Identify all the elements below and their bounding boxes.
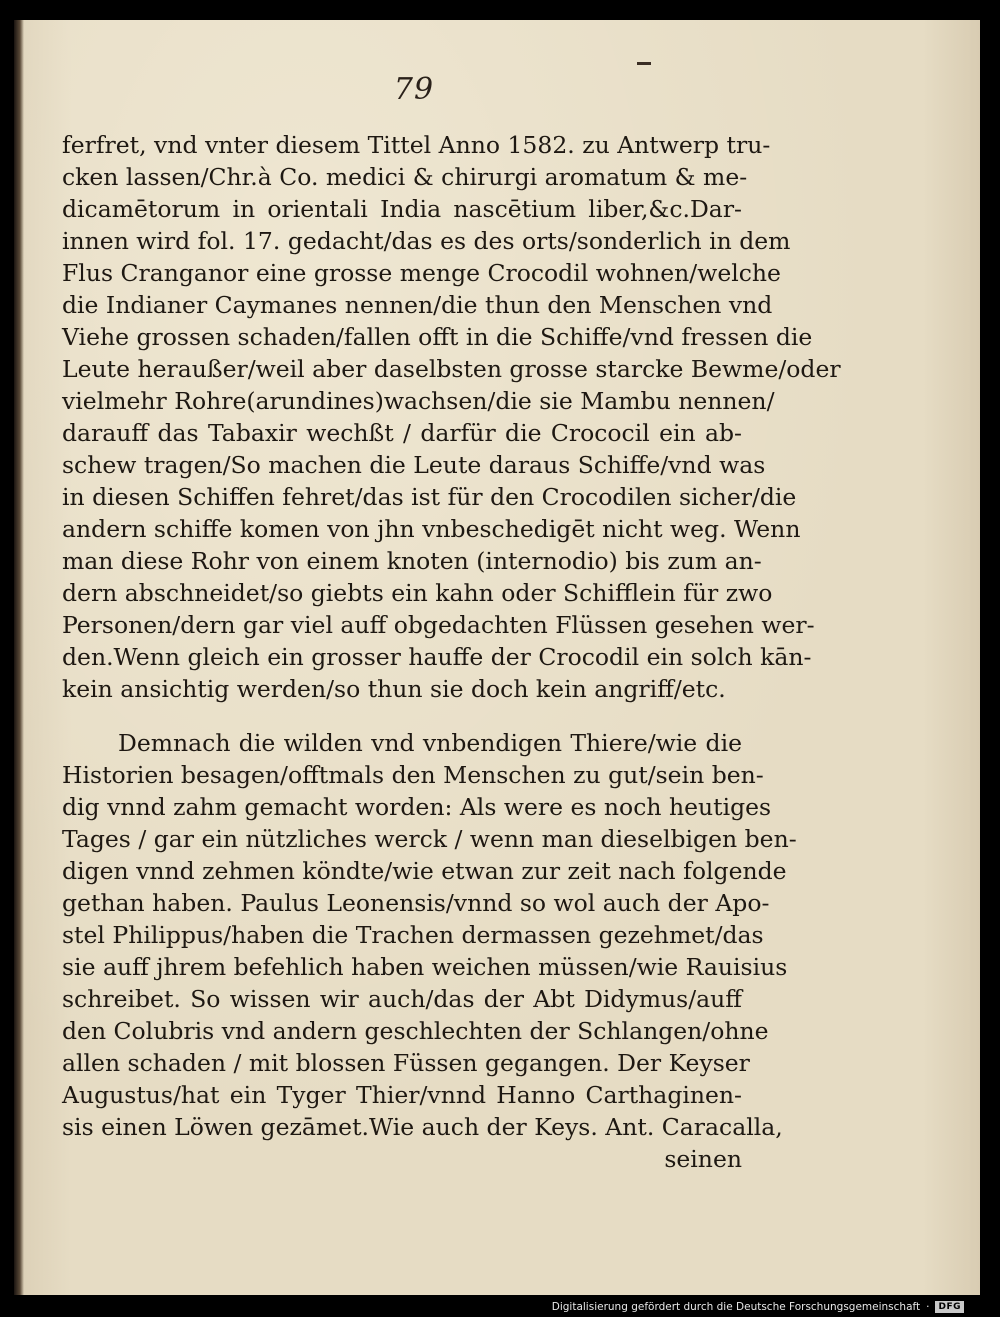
text-line: vielmehr Rohre(arundines)wachsen/die sie Mambu nennen/ <box>62 387 775 415</box>
text-line: sis einen Löwen gezāmet.Wie auch der Keys. Ant. Caracalla, <box>62 1113 783 1141</box>
footer-separator: · <box>926 1301 930 1313</box>
text-line: Leute heraußer/weil aber daselbsten grosse starcke Bewme/oder <box>62 355 841 383</box>
dfg-logo: DFG <box>935 1301 964 1313</box>
text-line: Augustus/hat ein Tyger Thier/vnnd Hanno Carthaginen- <box>62 1081 742 1109</box>
text-line: Flus Cranganor eine grosse menge Crocodil wohnen/welche <box>62 259 781 287</box>
text-line: man diese Rohr von einem knoten (internodio) bis zum an- <box>62 547 762 575</box>
text-line: Demnach die wilden vnd vnbendigen Thiere/wie die <box>118 729 742 757</box>
text-line: Tages / gar ein nützliches werck / wenn man dieselbigen ben- <box>62 825 797 853</box>
text-line: ferfret, vnd vnter diesem Tittel Anno 1582. zu Antwerp tru- <box>62 131 771 159</box>
text-line: innen wird fol. 17. gedacht/das es des orts/sonderlich in dem <box>62 227 791 255</box>
text-line: Personen/dern gar viel auff obgedachten Flüssen gesehen wer- <box>62 611 815 639</box>
text-line: schew tragen/So machen die Leute daraus Schiffe/vnd was <box>62 451 766 479</box>
text-line: stel Philippus/haben die Trachen dermassen gezehmet/das <box>62 921 764 949</box>
text-line: Viehe grossen schaden/fallen offt in die Schiffe/vnd fressen die <box>62 323 813 351</box>
text-line: kein ansichtig werden/so thun sie doch kein angriff/etc. <box>62 675 726 703</box>
text-line: gethan haben. Paulus Leonensis/vnnd so wol auch der Apo- <box>62 889 770 917</box>
text-line: darauff das Tabaxir wechßt / darfür die Crococil ein ab- <box>62 419 742 447</box>
text-line: schreibet. So wissen wir auch/das der Abt Didymus/auff <box>62 985 742 1013</box>
ink-dash-mark <box>637 62 651 65</box>
text-line: dig vnnd zahm gemacht worden: Als were es noch heutiges <box>62 793 772 821</box>
text-line: die Indianer Caymanes nennen/die thun den Menschen vnd <box>62 291 773 319</box>
text-line: andern schiffe komen von jhn vnbeschedigēt nicht weg. Wenn <box>62 515 801 543</box>
text-line: in diesen Schiffen fehret/das ist für den Crocodilen sicher/die <box>62 483 797 511</box>
text-line: Historien besagen/offtmals den Menschen zu gut/sein ben- <box>62 761 764 789</box>
catchword: seinen <box>664 1145 742 1173</box>
text-line: sie auff jhrem befehlich haben weichen müssen/wie Rauisius <box>62 953 788 981</box>
text-line: dern abschneidet/so giebts ein kahn oder Schifflein für zwo <box>62 579 773 607</box>
text-line: den.Wenn gleich ein grosser hauffe der Crocodil ein solch kān- <box>62 643 812 671</box>
page-number: 79 <box>393 72 435 107</box>
footer-funding-note: Digitalisierung gefördert durch die Deutsche Forschungsgemeinschaft <box>551 1301 921 1313</box>
text-line: allen schaden / mit blossen Füssen gegangen. Der Keyser <box>62 1049 750 1077</box>
scanned-page <box>14 20 980 1295</box>
text-line: den Colubris vnd andern geschlechten der Schlangen/ohne <box>62 1017 769 1045</box>
text-line: dicamētorum in orientali India nascētium liber,&c.Dar- <box>62 195 742 223</box>
text-line: digen vnnd zehmen köndte/wie etwan zur zeit nach folgende <box>62 857 787 885</box>
text-line: cken lassen/Chr.à Co. medici & chirurgi aromatum & me- <box>62 163 748 191</box>
page-gutter-shadow <box>14 20 24 1295</box>
footer <box>552 1298 964 1316</box>
